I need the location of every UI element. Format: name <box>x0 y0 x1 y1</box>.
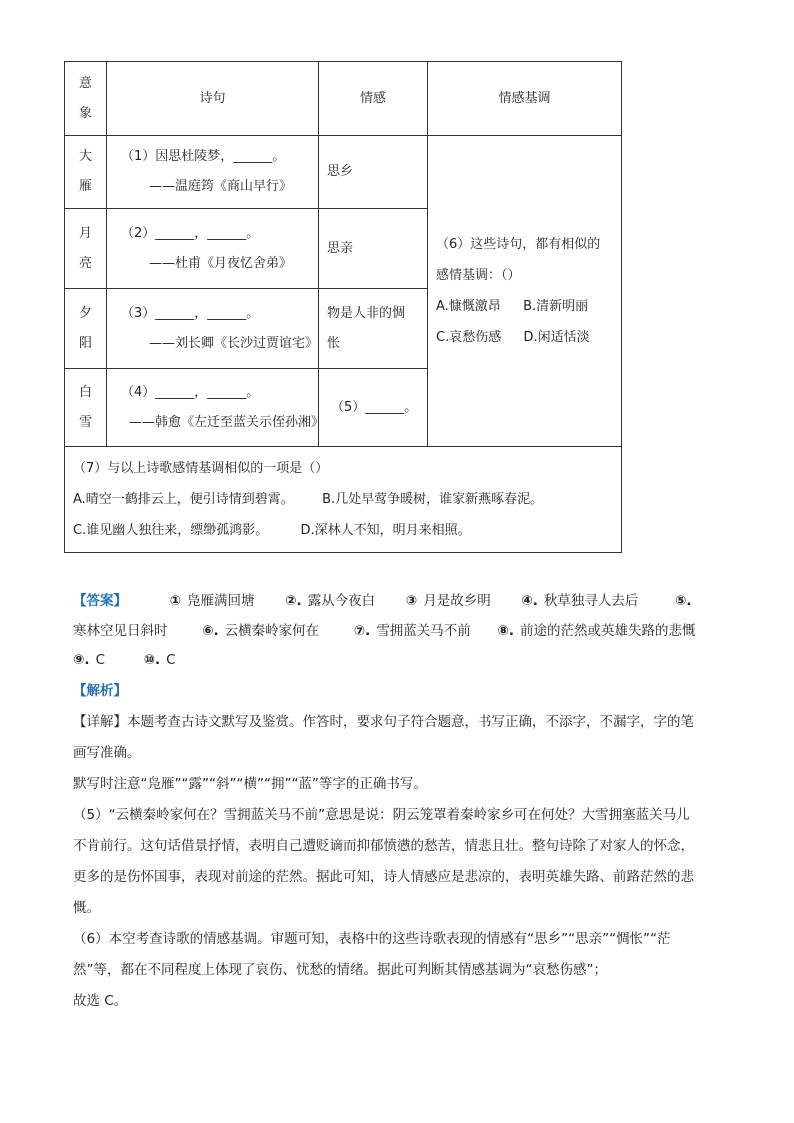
tone-options-row <box>436 322 621 353</box>
answer-text: C <box>166 652 176 668</box>
answer-text: 凫雁满回塘 <box>187 593 255 609</box>
explain-paragraph: 更多的是伤怀国事，表现对前途的茫然。据此可知，诗人情感应是悲凉的，表明英雄失路、前路茫然的悲 <box>73 869 694 885</box>
answer-text: 云横秦岭家何在 <box>224 622 320 639</box>
poetry-table <box>64 61 622 553</box>
image-cell <box>65 209 107 289</box>
answer-line <box>73 646 733 676</box>
tone-options-row <box>436 291 621 322</box>
explain-paragraph: （6）本空考查诗歌的情感基调。审题可知，表格中的这些诗歌表现的情感有“思乡”“思亲”“惆怅”“茫 <box>73 931 671 947</box>
explain-paragraph: 慨。 <box>73 900 100 916</box>
image-cell <box>65 369 107 447</box>
explain-tag: 【解析】 <box>73 683 127 699</box>
q7-stem: （7）与以上诗歌感情基调相似的一项是（） <box>73 461 329 476</box>
tone-question-cont: 感情基调：（） <box>436 268 521 283</box>
emotion-cell: 思乡 <box>319 136 428 209</box>
image-char: 阳 <box>78 335 92 351</box>
tone-option-b: B.清新明丽 <box>523 299 589 314</box>
explain-paragraph: 【详解】本题考查古诗文默写及鉴赏。作答时，要求句子符合题意，书写正确，不添字，不漏字，字的笔 <box>73 714 694 730</box>
emotion-cell <box>319 289 428 369</box>
answer-text: 寒林空见日斜时 <box>73 622 168 639</box>
line-cell <box>107 136 319 209</box>
poetry-table-container <box>64 61 619 553</box>
answer-num: ⑦. <box>353 622 371 639</box>
tone-option-a: A.慷慨激昂 <box>436 299 501 314</box>
answer-section <box>73 587 733 676</box>
answer-text: 露从今夜白 <box>307 593 376 609</box>
tone-option-d: D.闲适恬淡 <box>523 330 590 345</box>
header-image-char: 意 <box>78 75 92 91</box>
q7-options-row <box>73 484 613 515</box>
image-cell <box>65 289 107 369</box>
image-char: 雁 <box>78 179 92 194</box>
line-cell <box>107 209 319 289</box>
answer-num: ③ <box>405 593 418 609</box>
answer-num: ②. <box>285 593 302 609</box>
table-row <box>65 136 622 209</box>
poem-line: （3）______，______。 <box>121 305 260 321</box>
poem-line: （4）______，______。 <box>121 384 260 400</box>
poem-line: （2）______，______。 <box>121 225 260 241</box>
emotion-text-cont: 怅 <box>327 335 341 351</box>
tone-option-c: C.哀愁伤感 <box>436 330 502 345</box>
image-char: 亮 <box>78 255 92 271</box>
q7-cell <box>65 447 622 553</box>
tone-question: （6）这些诗句，都有相似的 <box>436 237 601 252</box>
explain-paragraph: 故选 C。 <box>73 993 128 1009</box>
header-image <box>65 62 107 136</box>
line-cell <box>107 369 325 447</box>
q7-option-c: C.谁见幽人独往来，缥缈孤鸿影。 <box>73 523 269 538</box>
image-char: 雪 <box>78 414 92 430</box>
poem-source: ——杜甫《月夜忆舍弟》 <box>149 255 293 271</box>
answer-num: ⑥. <box>202 622 219 639</box>
table-header-row <box>65 62 622 136</box>
answer-num: ① <box>169 593 182 609</box>
header-tone: 情感基调 <box>428 62 622 136</box>
answer-text: C <box>95 652 105 668</box>
explain-paragraph: （5）“云横秦岭家何在？雪拥蓝关马不前”意思是说：阴云笼罩着秦岭家乡可在何处？大雪拥塞蓝关马儿 <box>73 807 690 823</box>
explanation-section <box>73 676 733 1017</box>
explain-paragraph: 画写准确。 <box>73 745 141 761</box>
q7-option-a: A.晴空一鹤排云上，便引诗情到碧霄。 <box>73 492 294 507</box>
answer-tag: 【答案】 <box>73 593 127 609</box>
answer-line <box>73 617 733 647</box>
answer-num: ⑩. <box>143 652 161 668</box>
emotion-cell: （5）______。 <box>319 369 428 447</box>
explain-paragraph: 不肯前行。这句话借景抒情，表明自己遭贬谪而抑郁愤懑的愁苦，情悲且壮。整句诗除了对家人的怀念， <box>73 838 694 854</box>
header-line: 诗句 <box>107 62 319 136</box>
poem-source: ——韩愈《左迁至蓝关示侄孙湘》 <box>129 414 325 430</box>
answer-text: 雪拥蓝关马不前 <box>376 622 471 639</box>
poem-source: ——温庭筠《商山早行》 <box>149 179 293 194</box>
image-cell <box>65 136 107 209</box>
answer-text: 秋草独寻人去后 <box>543 593 639 609</box>
poem-line: （1）因思杜陵梦，______。 <box>121 149 286 164</box>
explain-paragraph: 默写时注意“凫雁”“露”“斜”“横”“拥”“蓝”等字的正确书写。 <box>73 776 427 792</box>
q7-options-row <box>73 515 613 546</box>
line-cell <box>107 289 319 369</box>
q7-row <box>65 447 622 553</box>
answer-num: ⑤. <box>674 593 692 609</box>
q7-option-b: B.几处早莺争暖树，谁家新燕啄春泥。 <box>322 492 544 507</box>
q7-option-d: D.深林人不知，明月来相照。 <box>300 523 471 538</box>
header-emotion: 情感 <box>319 62 428 136</box>
answer-num: ④. <box>521 593 538 609</box>
header-image-char: 象 <box>78 105 92 121</box>
image-char: 大 <box>78 149 92 164</box>
image-char: 白 <box>78 384 92 400</box>
answer-num: ⑨. <box>73 652 90 668</box>
poem-source: ——刘长卿《长沙过贾谊宅》 <box>149 335 319 351</box>
emotion-text: 物是人非的惆 <box>327 305 406 321</box>
image-char: 夕 <box>78 305 92 321</box>
tone-cell <box>428 136 622 447</box>
explain-paragraph: 然”等，都在不同程度上体现了哀伤、忧愁的情绪。据此可判断其情感基调为“哀愁伤感”； <box>73 962 607 978</box>
image-char: 月 <box>78 225 92 241</box>
answer-num: ⑧. <box>497 622 514 639</box>
answer-line <box>73 587 733 617</box>
explain-heading-line <box>73 676 733 707</box>
emotion-cell: 思亲 <box>319 209 428 289</box>
answer-text: 前途的茫然或英雄失路的悲慨 <box>519 622 696 639</box>
answer-text: 月是故乡明 <box>423 593 491 609</box>
